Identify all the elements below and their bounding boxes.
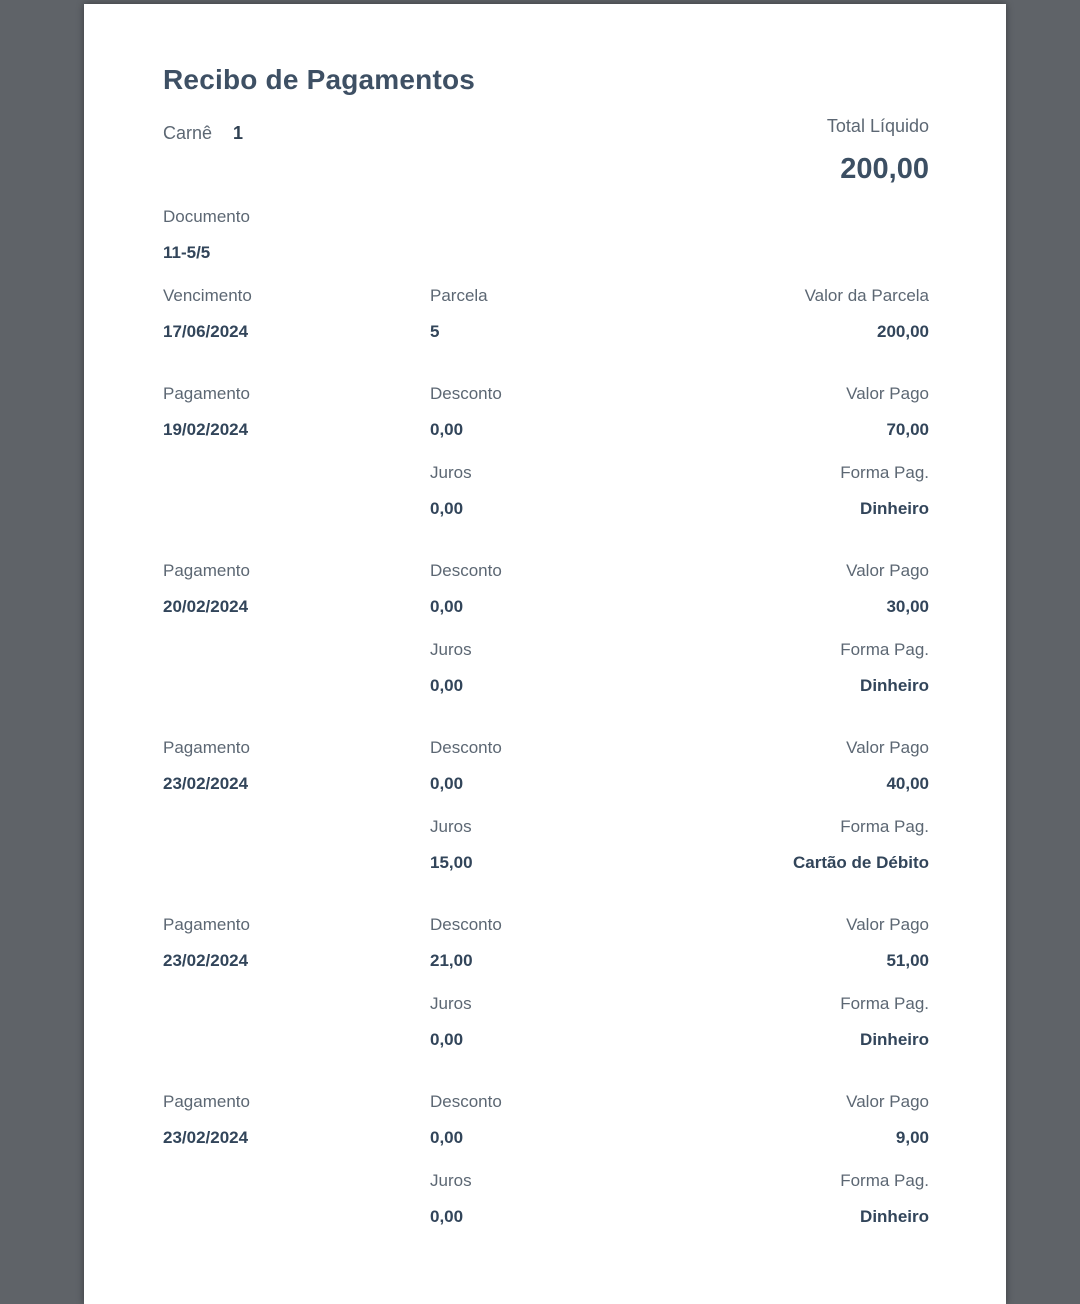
empty-cell xyxy=(163,640,430,696)
valor-pago-field xyxy=(846,384,929,440)
desconto-field xyxy=(430,915,846,971)
juros-value: 0,00 xyxy=(430,1030,464,1049)
valor-pago-field xyxy=(846,915,929,971)
pagamento-label: Pagamento xyxy=(163,561,250,580)
desconto-label: Desconto xyxy=(430,384,502,403)
desconto-field xyxy=(430,384,846,440)
payment-main-row xyxy=(163,1092,929,1148)
payment-main-row xyxy=(163,384,929,440)
pagamento-field xyxy=(163,1092,430,1148)
juros-label: Juros xyxy=(430,640,472,659)
valor-pago-value: 70,00 xyxy=(886,420,929,439)
forma-pag-value: Dinheiro xyxy=(860,1207,929,1226)
forma-pag-value: Cartão de Débito xyxy=(792,853,929,872)
vencimento-label: Vencimento xyxy=(163,286,252,305)
valor-pago-label: Valor Pago xyxy=(846,1092,929,1111)
forma-pag-value: Dinheiro xyxy=(860,499,929,518)
valor-pago-value: 30,00 xyxy=(886,597,929,616)
valor-pago-label: Valor Pago xyxy=(846,561,929,580)
juros-value: 0,00 xyxy=(430,499,464,518)
pagamento-label: Pagamento xyxy=(163,384,250,403)
desconto-label: Desconto xyxy=(430,1092,502,1111)
desconto-value: 0,00 xyxy=(430,420,464,439)
forma-pag-field xyxy=(793,817,929,873)
payment-block xyxy=(163,384,929,519)
juros-label: Juros xyxy=(430,463,472,482)
forma-pag-label: Forma Pag. xyxy=(840,1171,929,1190)
forma-pag-field xyxy=(840,994,929,1050)
desconto-label: Desconto xyxy=(430,915,502,934)
total-liquido-label: Total Líquido xyxy=(826,116,929,136)
pagamento-field xyxy=(163,561,430,617)
forma-pag-label: Forma Pag. xyxy=(840,817,929,836)
forma-pag-field xyxy=(840,463,929,519)
total-liquido-value: 200,00 xyxy=(840,153,929,185)
payment-block xyxy=(163,915,929,1050)
valor-parcela-value: 200,00 xyxy=(877,322,929,341)
empty-cell xyxy=(163,817,430,873)
valor-parcela-field xyxy=(805,286,929,342)
vencimento-value: 17/06/2024 xyxy=(163,322,249,341)
pagamento-label: Pagamento xyxy=(163,738,250,757)
valor-pago-field xyxy=(846,561,929,617)
pagamento-label: Pagamento xyxy=(163,915,250,934)
valor-pago-label: Valor Pago xyxy=(846,915,929,934)
valor-pago-value: 40,00 xyxy=(886,774,929,793)
receipt-page xyxy=(84,4,1006,1304)
total-liquido-field xyxy=(827,115,929,186)
carne-label: Carnê xyxy=(163,123,213,143)
desconto-field xyxy=(430,738,846,794)
desconto-label: Desconto xyxy=(430,738,502,757)
juros-label: Juros xyxy=(430,1171,472,1190)
desconto-value: 0,00 xyxy=(430,1128,464,1147)
payment-main-row xyxy=(163,738,929,794)
forma-pag-label: Forma Pag. xyxy=(840,463,929,482)
valor-pago-field xyxy=(846,1092,929,1148)
payment-block xyxy=(163,561,929,696)
juros-field xyxy=(430,463,840,519)
juros-field xyxy=(430,640,840,696)
empty-cell xyxy=(163,1171,430,1227)
pagamento-value: 23/02/2024 xyxy=(163,774,249,793)
desconto-value: 21,00 xyxy=(430,951,473,970)
valor-pago-field xyxy=(846,738,929,794)
juros-value: 15,00 xyxy=(430,853,473,872)
pagamento-label: Pagamento xyxy=(163,1092,250,1111)
pagamento-value: 19/02/2024 xyxy=(163,420,249,439)
payment-sub-row xyxy=(163,640,929,696)
carne-value: 1 xyxy=(233,123,244,143)
vencimento-field xyxy=(163,286,430,342)
payment-sub-row xyxy=(163,463,929,519)
payment-sub-row xyxy=(163,817,929,873)
pagamento-field xyxy=(163,384,430,440)
juros-field xyxy=(430,817,793,873)
payment-main-row xyxy=(163,561,929,617)
page-title: Recibo de Pagamentos xyxy=(163,64,476,95)
forma-pag-field xyxy=(840,640,929,696)
forma-pag-label: Forma Pag. xyxy=(840,994,929,1013)
desconto-label: Desconto xyxy=(430,561,502,580)
documento-value: 11-5/5 xyxy=(163,243,211,262)
juros-label: Juros xyxy=(430,817,472,836)
forma-pag-field xyxy=(840,1171,929,1227)
valor-pago-value: 9,00 xyxy=(895,1128,929,1147)
payment-main-row xyxy=(163,915,929,971)
forma-pag-label: Forma Pag. xyxy=(840,640,929,659)
payments-list xyxy=(163,384,929,1227)
pagamento-value: 23/02/2024 xyxy=(163,951,249,970)
juros-label: Juros xyxy=(430,994,472,1013)
pagamento-field xyxy=(163,738,430,794)
installment-row xyxy=(163,286,929,342)
carne-field xyxy=(163,122,243,144)
documento-label: Documento xyxy=(163,207,250,226)
pagamento-value: 20/02/2024 xyxy=(163,597,249,616)
empty-cell xyxy=(163,463,430,519)
valor-pago-label: Valor Pago xyxy=(846,384,929,403)
juros-field xyxy=(430,994,840,1050)
parcela-label: Parcela xyxy=(430,286,488,305)
receipt-header xyxy=(163,115,929,186)
juros-value: 0,00 xyxy=(430,676,464,695)
valor-parcela-label: Valor da Parcela xyxy=(804,286,929,305)
desconto-value: 0,00 xyxy=(430,597,464,616)
parcela-field xyxy=(430,286,805,342)
valor-pago-value: 51,00 xyxy=(886,951,929,970)
parcela-value: 5 xyxy=(430,322,440,341)
valor-pago-label: Valor Pago xyxy=(846,738,929,757)
pagamento-field xyxy=(163,915,430,971)
payment-block xyxy=(163,738,929,873)
payment-sub-row xyxy=(163,1171,929,1227)
documento-field xyxy=(163,207,929,263)
forma-pag-value: Dinheiro xyxy=(860,676,929,695)
pagamento-value: 23/02/2024 xyxy=(163,1128,249,1147)
desconto-value: 0,00 xyxy=(430,774,464,793)
payment-sub-row xyxy=(163,994,929,1050)
juros-value: 0,00 xyxy=(430,1207,464,1226)
empty-cell xyxy=(163,994,430,1050)
desconto-field xyxy=(430,561,846,617)
juros-field xyxy=(430,1171,840,1227)
desconto-field xyxy=(430,1092,846,1148)
payment-block xyxy=(163,1092,929,1227)
forma-pag-value: Dinheiro xyxy=(860,1030,929,1049)
